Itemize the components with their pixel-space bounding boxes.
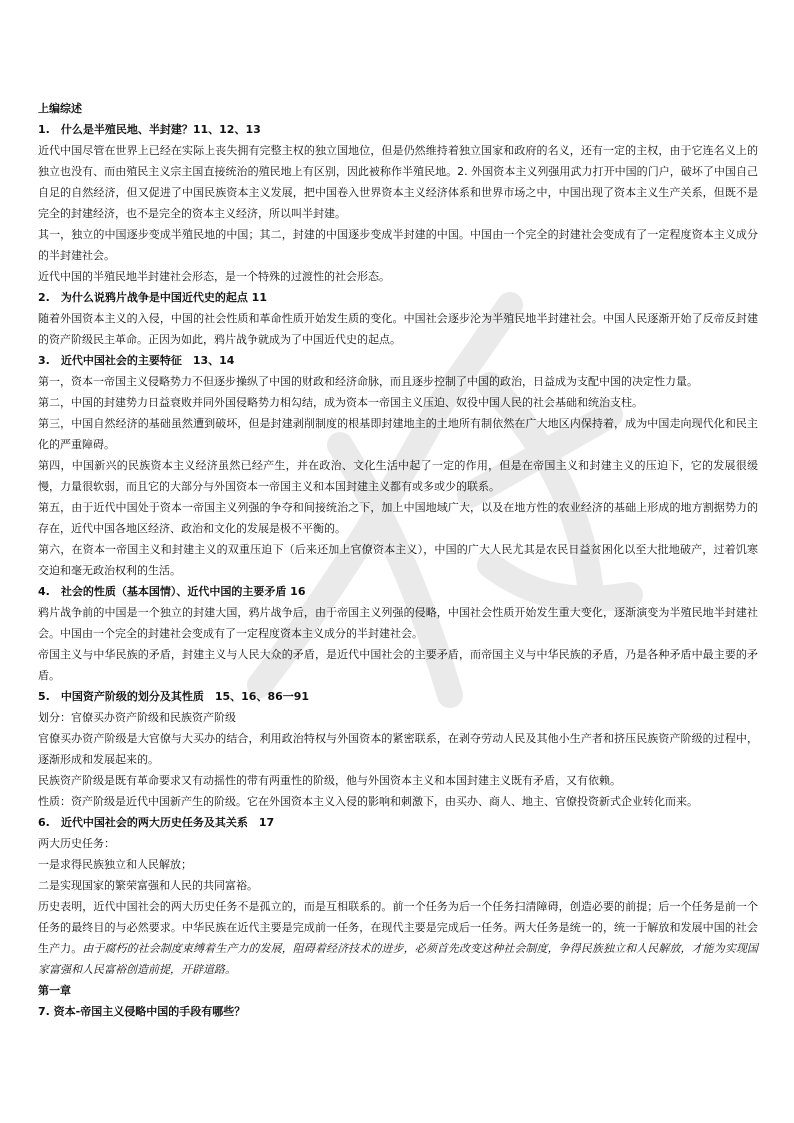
section-1-title: 1. 什么是半殖民地、半封建？11、12、13 <box>38 123 261 136</box>
section-6-title: 6. 近代中国社会的两大历史任务及其关系 17 <box>38 816 275 829</box>
section-3-paragraph-3: 第三，中国自然经济的基础虽然遭到破坏，但是封建剥削制度的根基即封建地主的土地所有制依然在广大地区内保持着，成为中国走向现代化和民主化的严重障碍。 <box>38 417 758 451</box>
part-title: 上编综述 <box>38 102 82 115</box>
section-4-title: 4. 社会的性质（基本国情）、近代中国的主要矛盾 16 <box>38 585 306 598</box>
section-6-paragraph-1: 两大历史任务： <box>38 837 115 850</box>
section-5-paragraph-4: 性质：资产阶级是近代中国新产生的阶级。它在外国资本主义入侵的影响和刺激下，由买办、商人、地主、官僚投资新式企业转化而来。 <box>38 795 698 808</box>
chapter-title: 第一章 <box>38 984 71 997</box>
section-6-paragraph-4 <box>38 896 758 980</box>
section-4-paragraph-2: 帝国主义与中华民族的矛盾，封建主义与人民大众的矛盾，是近代中国社会的主要矛盾，而帝国主义与中华民族的矛盾，乃是各种矛盾中最主要的矛盾。 <box>38 648 758 682</box>
section-4-paragraph-1: 鸦片战争前的中国是一个独立的封建大国，鸦片战争后，由于帝国主义列强的侵略，中国社会性质开始发生重大变化，逐渐演变为半殖民地半封建社会。中国由一个完全的封建社会变成有了一定程度资本主义成分的半封建社会。 <box>38 606 758 640</box>
section-6-paragraph-4-text: 历史表明，近代中国社会的两大历史任务不是孤立的，而是互相联系的。前一个任务为后一个任务扫清障碍，创造必要的前提；后一个任务是前一个任务的最终目的与必然要求。中华民族在近代主要是完成前一任务，在现代主要是完成后一任务。两大任务是统一的，统一于解放和发展中国的社会生产力。 <box>38 900 758 955</box>
section-3-title: 3. 近代中国社会的主要特征 13、14 <box>38 354 235 367</box>
section-3-paragraph-5: 第五，由于近代中国处于资本一帝国主义列强的争夺和间接统治之下，加上中国地域广大，以及在地方性的农业经济的基础上形成的地方割据势力的存在，近代中国各地区经济、政治和文化的发展是极不平衡的。 <box>38 501 758 535</box>
section-5-paragraph-2: 官僚买办资产阶级是大官僚与大买办的结合，利用政治特权与外国资本的紧密联系，在剥夺劳动人民及其他小生产者和挤压民族资产阶级的过程中，逐渐形成和发展起来的。 <box>38 732 758 766</box>
section-6-paragraph-3: 二是实现国家的繁荣富强和人民的共同富裕。 <box>38 879 258 892</box>
section-3-paragraph-2: 第二，中国的封建势力日益衰败并同外国侵略势力相勾结，成为资本一帝国主义压迫、奴役中国人民的社会基础和统治支柱。 <box>38 396 643 409</box>
section-1-paragraph-3: 近代中国的半殖民地半封建社会形态，是一个特殊的过渡性的社会形态。 <box>38 270 390 283</box>
section-3-paragraph-4: 第四，中国新兴的民族资本主义经济虽然已经产生，并在政治、文化生活中起了一定的作用，但是在帝国主义和封建主义的压迫下，它的发展很缓慢，力量很软弱，而且它的大部分与外国资本一帝国主义和本国封建主义都有或多或少的联系。 <box>38 459 758 493</box>
section-1-paragraph-2: 其一，独立的中国逐步变成半殖民地的中国；其二，封建的中国逐步变成半封建的中国。中国由一个完全的封建社会变成有了一定程度资本主义成分的半封建社会。 <box>38 228 758 262</box>
section-1-paragraph-1: 近代中国尽管在世界上已经在实际上丧失拥有完整主权的独立国地位，但是仍然维持着独立国家和政府的名义，还有一定的主权，由于它连名义上的独立也没有、而由殖民主义宗主国直接统治的殖民地上有区别，因此被称作半殖民地。2. 外国资本主义列强用武力打开中国的门户，破坏了中国自己自足的自然经济，但又促进了中国民族资本主义发展，把中国卷入世界资本主义经济体系和世界市场之中，中国出现了资本主义生产关系，但既不是完全的封建经济，也不是完全的资本主义经济，所以叫半封建。 <box>38 144 758 220</box>
section-5-title: 5. 中国资产阶级的划分及其性质 15、16、86一91 <box>38 690 310 703</box>
section-2-paragraph-1: 随着外国资本主义的入侵，中国的社会性质和革命性质开始发生质的变化。中国社会逐步沦为半殖民地半封建社会。中国人民逐渐开始了反帝反封建的资产阶级民主革命。正因为如此，鸦片战争就成为了中国近代史的起点。 <box>38 312 758 346</box>
section-3-paragraph-1: 第一，资本一帝国主义侵略势力不但逐步操纵了中国的财政和经济命脉，而且逐步控制了中国的政治，日益成为支配中国的决定性力量。 <box>38 375 698 388</box>
section-5-paragraph-3: 民族资产阶级是既有革命要求又有动摇性的带有两重性的阶级，他与外国资本主义和本国封建主义既有矛盾，又有依赖。 <box>38 774 621 787</box>
section-3-paragraph-6: 第六，在资本一帝国主义和封建主义的双重压迫下（后来还加上官僚资本主义），中国的广大人民尤其是农民日益贫困化以至大批地破产，过着饥寒交迫和毫无政治权利的生活。 <box>38 543 758 577</box>
document-page <box>38 98 758 1022</box>
section-6-paragraph-2: 一是求得民族独立和人民解放； <box>38 858 192 871</box>
section-7-title: 7. 资本-帝国主义侵略中国的手段有哪些？ <box>38 1005 246 1018</box>
section-6-paragraph-4-italic: 由于腐朽的社会制度束缚着生产力的发展，阻碍着经济技术的进步，必须首先改变这种社会制度，争得民族独立和人民解放，才能为实现国家富强和人民富裕创造前提，开辟道路。 <box>38 942 758 976</box>
section-2-title: 2. 为什么说鸦片战争是中国近代史的起点 11 <box>38 291 267 304</box>
section-5-paragraph-1: 划分：官僚买办资产阶级和民族资产阶级 <box>38 711 236 724</box>
